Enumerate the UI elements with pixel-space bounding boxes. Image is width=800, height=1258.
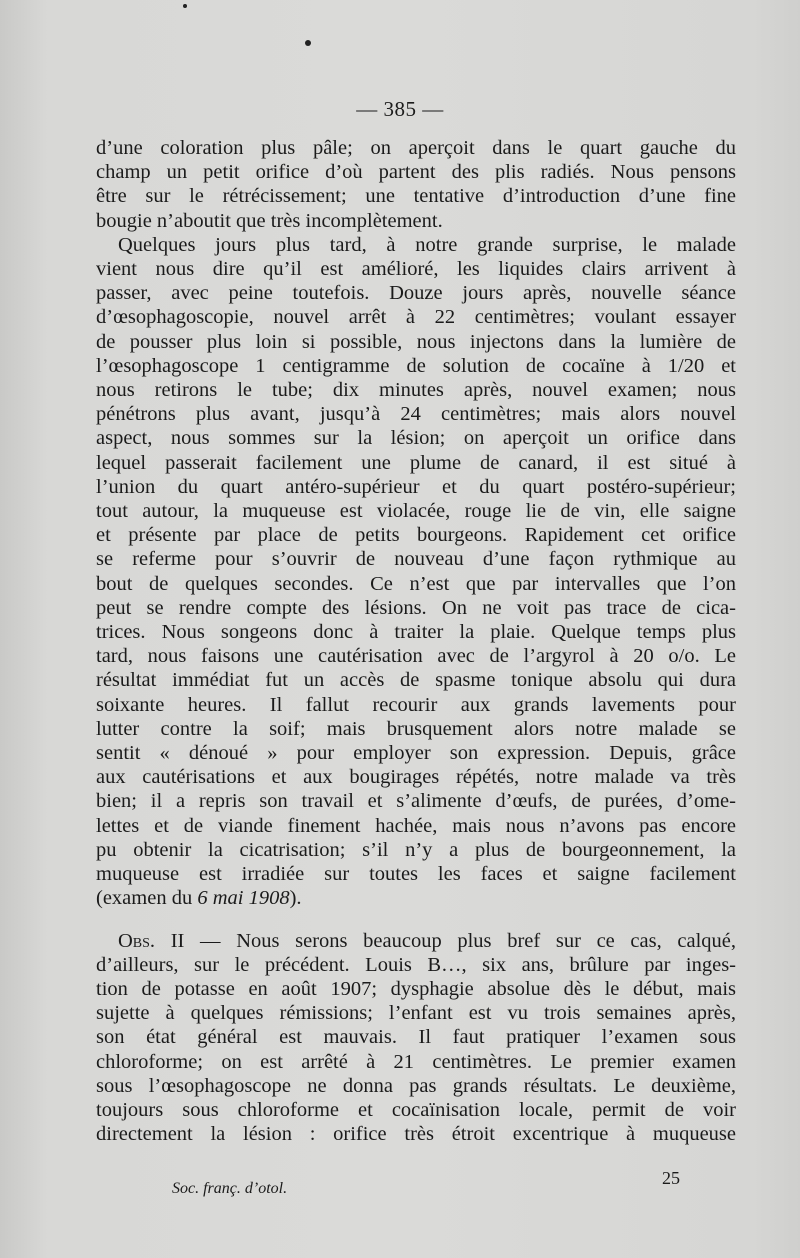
text-line: d’une coloration plus pâle; on aperçoit dans le quart gauche du xyxy=(96,137,736,159)
ink-speck xyxy=(305,40,311,46)
text-line: tout autour, la muqueuse est violacée, rouge lie de vin, elle saigne xyxy=(96,500,736,523)
text-line: peut se rendre compte des lésions. On ne voit pas trace de cica- xyxy=(96,596,736,619)
footer-source: Soc. franç. d’otol. xyxy=(172,1180,288,1197)
text-line: bougie n’aboutit que très incomplètement. xyxy=(96,209,443,232)
observation-heading: Obs. II xyxy=(118,929,185,952)
text-line: trices. Nous songeons donc à traiter la plaie. Quelque temps plus xyxy=(96,621,736,644)
text-line: sous l’œsophagoscope ne donna pas grands résultats. Le deuxième, xyxy=(96,1074,736,1097)
text-line: lettes et de viande finement hachée, mais nous n’avons pas encore xyxy=(96,814,736,837)
text-line: résultat immédiat fut un accès de spasme tonique absolu qui dura xyxy=(96,669,736,692)
ink-speck xyxy=(183,4,187,8)
text-line: aspect, nous sommes sur la lésion; on aperçoit un orifice dans xyxy=(96,427,736,450)
paragraph-2 xyxy=(96,233,736,911)
closing-suffix: ). xyxy=(289,887,302,910)
signature-mark: 25 xyxy=(662,1168,680,1188)
text-line: lequel passerait facilement une plume de canard, il est situé à xyxy=(96,451,736,474)
paragraph-3 xyxy=(96,929,736,1147)
text-line: muqueuse est irradiée sur toutes les faces et saigne facilement xyxy=(96,863,736,886)
exam-date: 6 mai 1908 xyxy=(197,887,290,910)
text-line: tion de potasse en août 1907; dysphagie absolue dès le début, mais xyxy=(96,977,736,1000)
text-line: l’union du quart antéro-supérieur et du quart postéro-supérieur; xyxy=(96,475,736,498)
text-line: tard, nous faisons une cautérisation avec de l’argyrol à 20 o/o. Le xyxy=(96,645,736,668)
text-line: sujette à quelques rémissions; l’enfant est vu trois semaines après, xyxy=(96,1002,736,1025)
text-line: bout de quelques secondes. Ce n’est que par intervalles que l’on xyxy=(96,572,736,595)
text-line: Quelques jours plus tard, à notre grande surprise, le malade xyxy=(118,233,736,256)
text-line: être sur le rétrécissement; une tentative d’introduction d’une fine xyxy=(96,185,736,208)
text-line: pénétrons plus avant, jusqu’à 24 centimètres; mais alors nouvel xyxy=(96,403,736,426)
text-line: aux cautérisations et aux bougirages répétés, notre malade va très xyxy=(96,766,736,789)
text-line: bien; il a repris son travail et s’alimente d’œufs, de purées, d’ome- xyxy=(96,790,736,813)
text-line: soixante heures. Il fallut recourir aux grands lavements pour xyxy=(96,693,736,716)
text-line: de pousser plus loin si possible, nous injectons dans la lumière de xyxy=(96,330,736,353)
paragraph-1 xyxy=(96,136,736,233)
text-line: se referme pour s’ouvrir de nouveau d’une façon rythmique au xyxy=(96,548,736,571)
text-line: son état général est mauvais. Il faut pratiquer l’examen sous xyxy=(96,1026,736,1049)
page-number: — 385 — xyxy=(356,97,444,121)
body-text xyxy=(96,136,736,1146)
text-line: chloroforme; on est arrêté à 21 centimètres. Le premier examen xyxy=(96,1050,736,1073)
text-line: directement la lésion : orifice très étroit excentrique à muqueuse xyxy=(96,1123,736,1146)
paragraph-spacer xyxy=(96,911,736,929)
text-line: passer, avec peine toutefois. Douze jours après, nouvelle séance xyxy=(96,282,736,305)
text-line: champ un petit orifice d’où partent des plis radiés. Nous pensons xyxy=(96,161,736,184)
obs-first-line-text: — Nous serons beaucoup plus bref sur ce cas, calqué, xyxy=(184,929,736,952)
closing-line xyxy=(96,886,736,910)
text-line: vient nous dire qu’il est amélioré, les liquides clairs arrivent à xyxy=(96,258,736,281)
closing-prefix: (examen du xyxy=(96,887,198,910)
text-line: d’ailleurs, sur le précédent. Louis B…, six ans, brûlure par inges- xyxy=(96,953,736,976)
text-line: nous retirons le tube; dix minutes après, nouvel examen; nous xyxy=(96,379,736,402)
text-line: pu obtenir la cicatrisation; s’il n’y a plus de bourgeonnement, la xyxy=(96,838,736,861)
text-line: lutter contre la soif; mais brusquement alors notre malade se xyxy=(96,717,736,740)
text-line: sentit « dénoué » pour employer son expression. Depuis, grâce xyxy=(96,742,736,765)
obs-first-line xyxy=(96,929,736,953)
text-line: et présente par place de petits bourgeons. Rapidement cet orifice xyxy=(96,524,736,547)
text-line: l’œsophagoscope 1 centigramme de solution de cocaïne à 1/20 et xyxy=(96,354,736,377)
text-line: d’œsophagoscopie, nouvel arrêt à 22 centimètres; voulant essayer xyxy=(96,306,736,329)
text-line: toujours sous chloroforme et cocaïnisation locale, permit de voir xyxy=(96,1098,736,1121)
